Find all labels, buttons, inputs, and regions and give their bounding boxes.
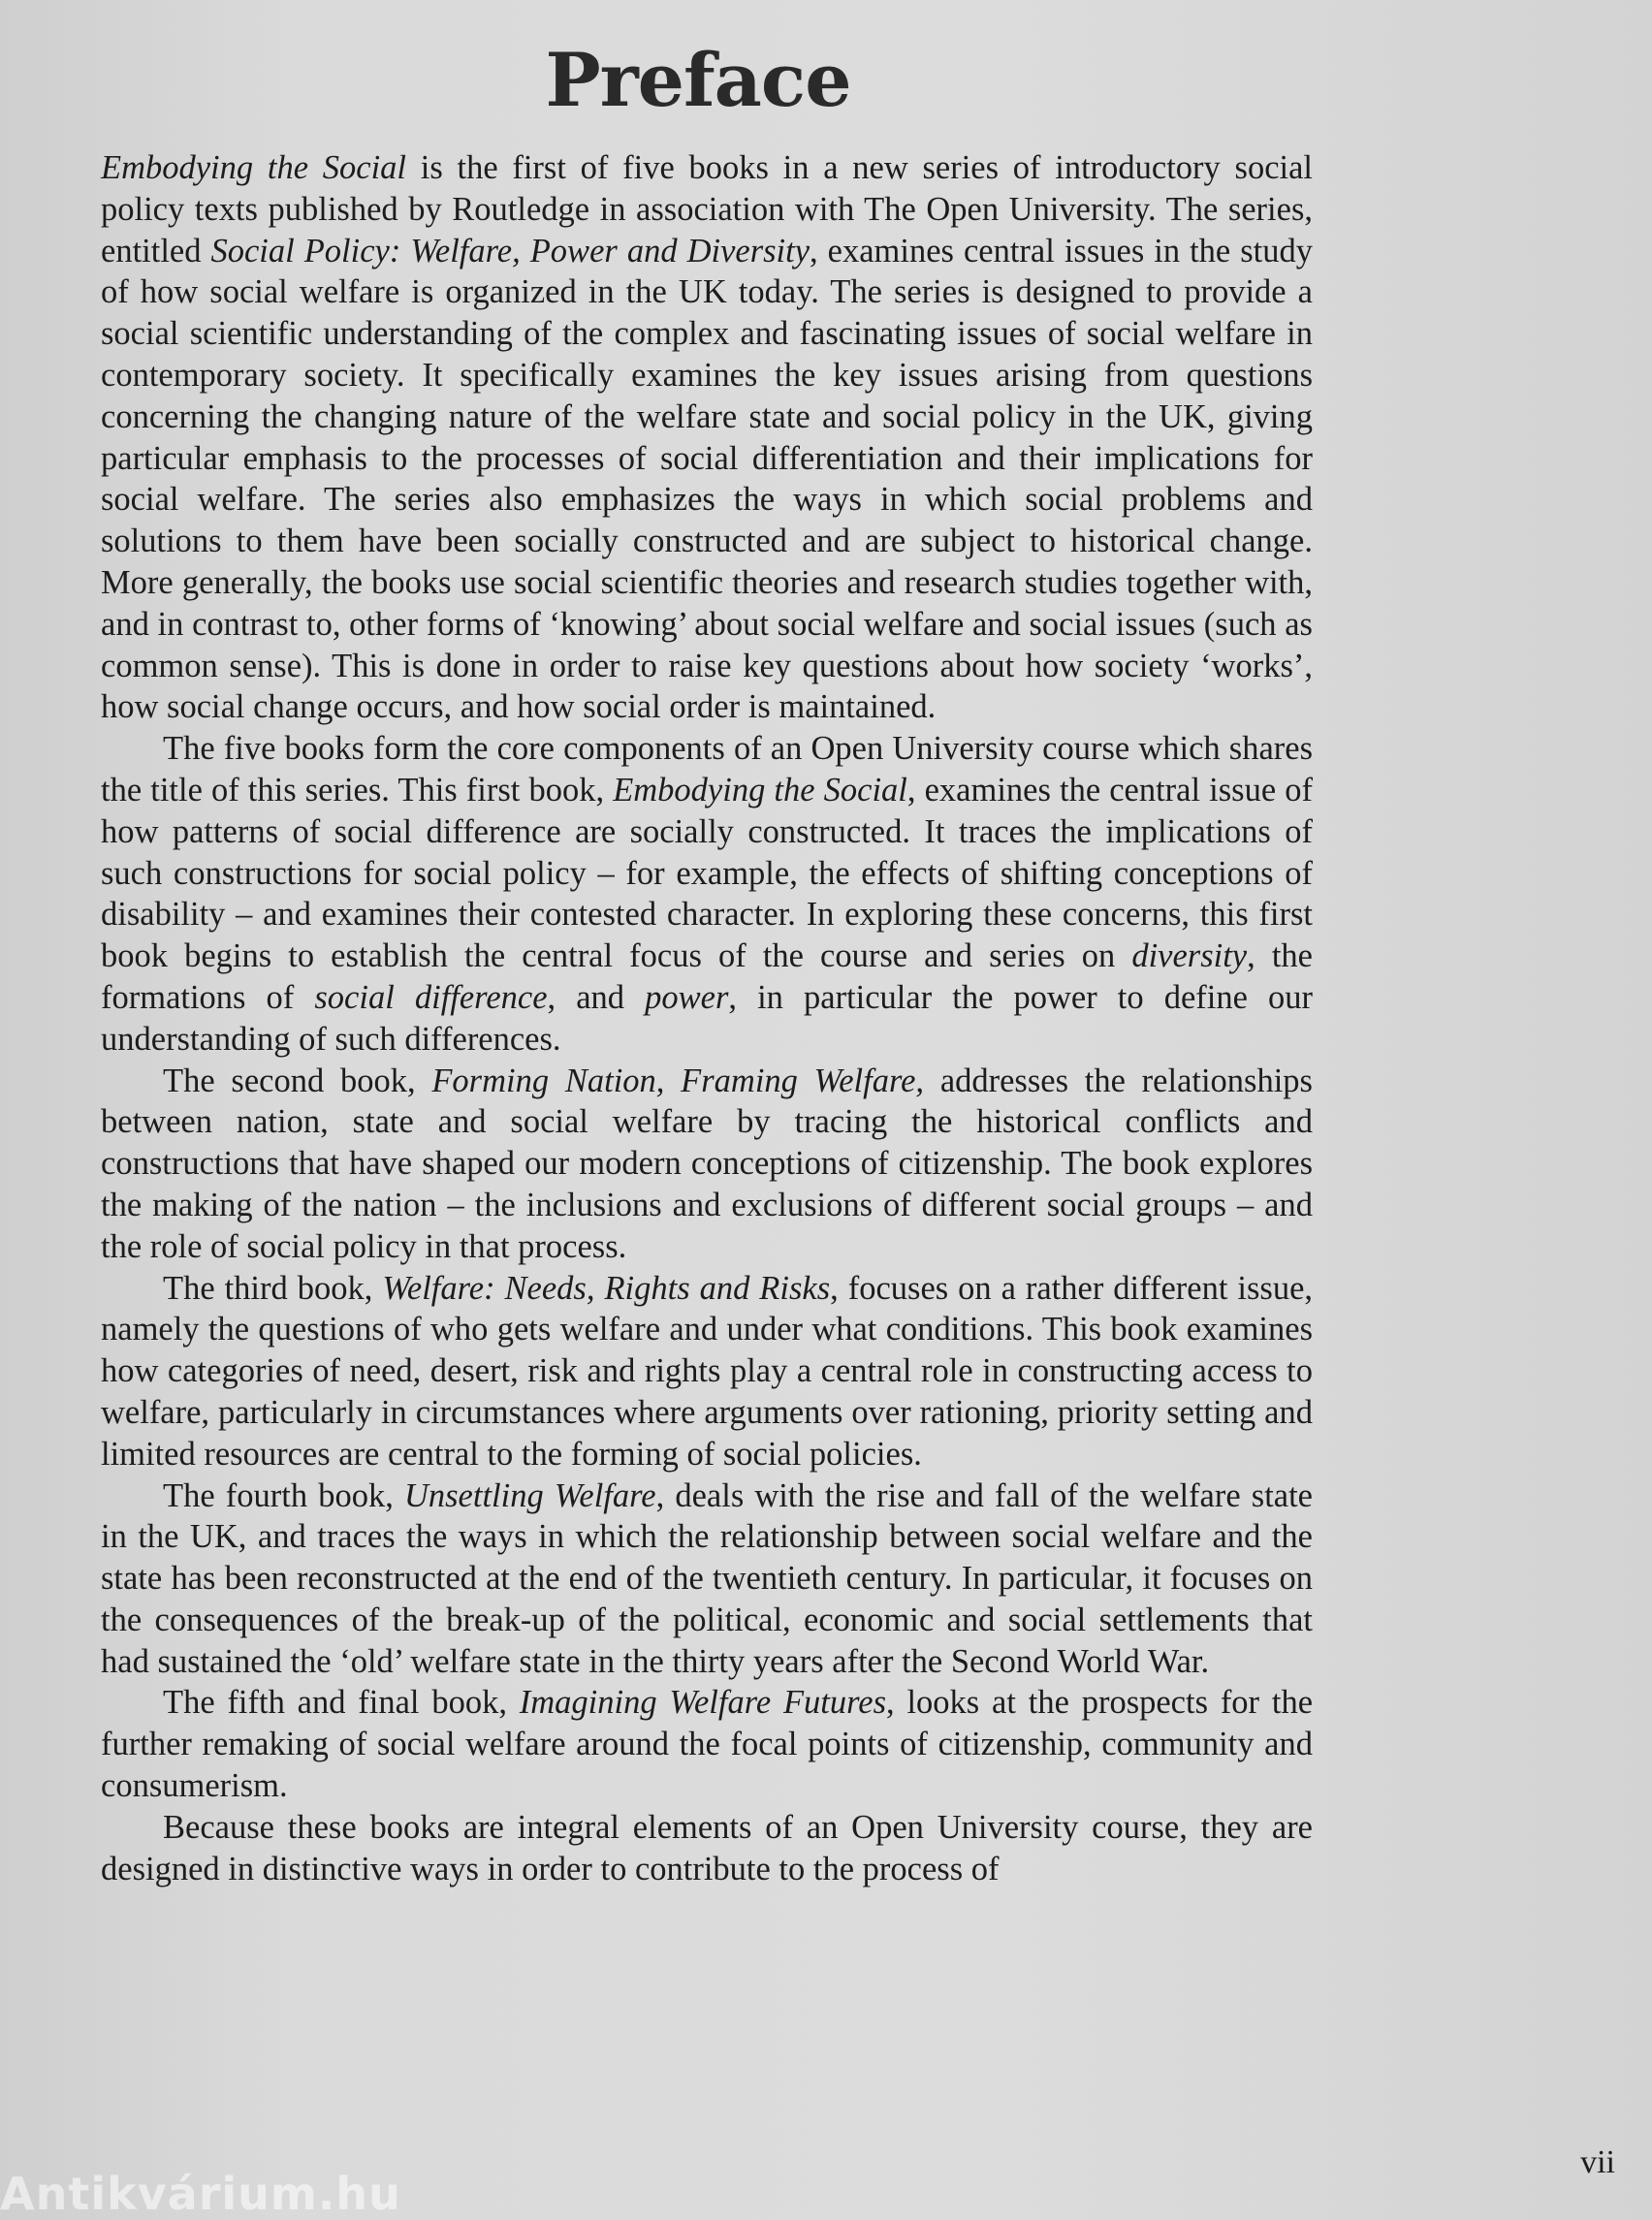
- text-run: diversity: [1131, 937, 1248, 975]
- text-run: , examines the central issue of how patterns of social difference are socially constructed. It traces the implications of such constructions for social policy – for example, the effects of shifting conceptions of disability – and examines their contested character. In exploring these concerns, this first book begins to establish the central focus of the course and series on: [101, 771, 1313, 975]
- text-run: , the formations of: [101, 937, 1313, 1016]
- paragraph-2: [101, 728, 1313, 1060]
- text-run: , in particular the power to define our understanding of such differences.: [101, 978, 1313, 1058]
- paragraph-7: [101, 1807, 1313, 1890]
- watermark-text: Antikvárium.hu: [0, 2168, 401, 2220]
- paragraph-1: [101, 147, 1313, 728]
- page-title: Preface: [545, 37, 851, 123]
- text-run: The five books form the core components of an Open University course which shares the title of this series. This first book,: [101, 730, 1313, 809]
- text-run: The second book,: [163, 1062, 432, 1099]
- text-run: Imagining Welfare Futures: [519, 1684, 887, 1722]
- page-number: vii: [1580, 2144, 1615, 2180]
- paragraph-6: [101, 1682, 1313, 1806]
- text-run: , examines central issues in the study of how social welfare is organized in the UK today. The series is designed to provide a social scientific understanding of the complex and fascinating issues of social welfare in contemporary society. It specifically examines the key issues arising from questions concerning the changing nature of the welfare state and social policy in the UK, giving particular emphasis to the processes of social differentiation and their implications for social welfare. The series also emphasizes the ways in which social problems and solutions to them have been socially constructed and are subject to historical change. More generally, the books use social scientific theories and research studies together with, and in contrast to, other forms of ‘knowing’ about social welfare and social issues (such as common sense). This is done in order to raise key questions about how society ‘works’, how social change occurs, and how social order is maintained.: [101, 232, 1314, 726]
- text-run: , and: [547, 978, 646, 1016]
- text-run: Forming Nation, Framing Welfare,: [431, 1062, 925, 1099]
- text-run: Unsettling Welfare: [403, 1476, 656, 1514]
- text-run: is the first of five books in a new series of introductory social policy texts published by Routledge in association with The Open University. The series, entitled: [101, 149, 1314, 270]
- text-run: Embodying the Social: [613, 771, 907, 809]
- paragraph-4: [101, 1268, 1313, 1475]
- text-run: social difference: [314, 978, 548, 1016]
- preface-body: [101, 147, 1313, 1889]
- paragraph-3: [101, 1061, 1313, 1268]
- text-run: Because these books are integral elements of an Open University course, they are designed in distinctive ways in order to contribute to the process of: [101, 1808, 1313, 1887]
- text-run: Social Policy: Welfare, Power and Diversity: [210, 232, 810, 270]
- text-run: power: [645, 978, 729, 1016]
- text-run: Welfare: Needs, Rights and Risks: [382, 1269, 831, 1307]
- paragraph-5: [101, 1475, 1313, 1683]
- text-run: , focuses on a rather different issue, namely the questions of who gets welfare and under what conditions. This book examines how categories of need, desert, risk and rights play a central role in constructing access to welfare, particularly in circumstances where arguments over rationing, priority setting and limited resources are central to the forming of social policies.: [101, 1269, 1314, 1473]
- text-run: , looks at the prospects for the further remaking of social welfare around the focal points of citizenship, community and consumerism.: [101, 1684, 1314, 1805]
- text-run: The fourth book,: [163, 1476, 404, 1514]
- text-run: The third book,: [163, 1269, 383, 1307]
- text-run: The fifth and final book,: [163, 1684, 520, 1722]
- text-run: , deals with the rise and fall of the welfare state in the UK, and traces the ways in which the relationship between social welfare and the state has been reconstructed at the end of the twentieth century. In particular, it focuses on the consequences of the break-up of the political, economic and social settlements that had sustained the ‘old’ welfare state in the thirty years after the Second World War.: [101, 1476, 1313, 1680]
- text-run: Embodying the Social: [101, 149, 406, 186]
- text-run: addresses the relationships between nation, state and social welfare by tracing the historical conflicts and constructions that have shaped our modern conceptions of citizenship. The book explores the making of the nation – the inclusions and exclusions of different social groups – and the role of social policy in that process.: [101, 1062, 1313, 1265]
